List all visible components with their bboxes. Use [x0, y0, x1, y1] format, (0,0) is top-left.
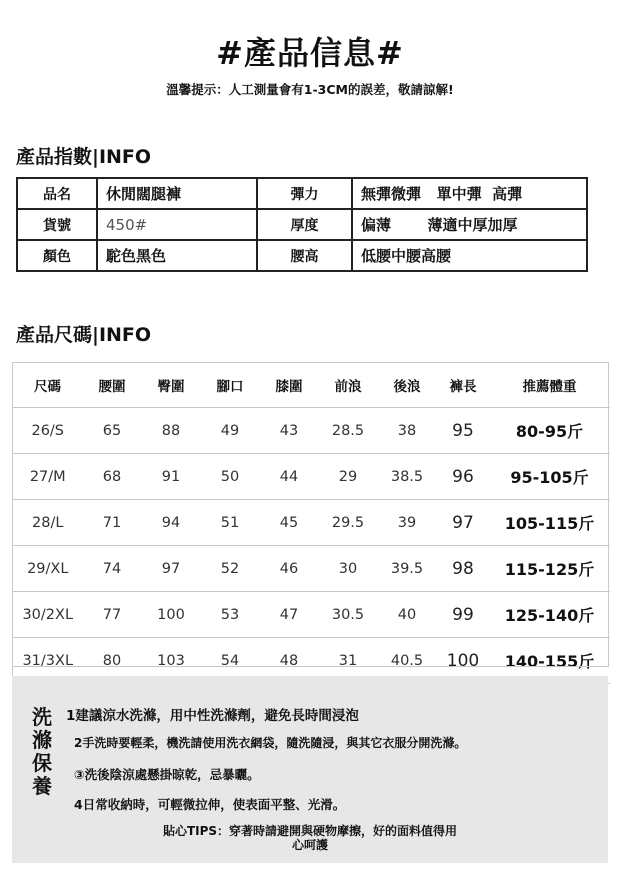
back-rise-cell: 39.5	[378, 546, 437, 592]
spec-row-name	[17, 178, 587, 209]
care-line-1: 1建議涼水洗滌，用中性洗滌劑，避免長時間浸泡	[66, 708, 359, 724]
hip-cell: 97	[142, 546, 201, 592]
care-tips	[112, 824, 508, 852]
back-rise-cell: 38.5	[378, 454, 437, 500]
size-cell: 27/M	[13, 454, 83, 500]
spec-label-elasticity: 彈力	[257, 178, 352, 209]
hip-cell: 94	[142, 500, 201, 546]
table-row	[13, 592, 610, 638]
hem-cell: 50	[201, 454, 260, 500]
back-rise-cell: 39	[378, 500, 437, 546]
care-line-3: ③洗後陰涼處懸掛晾乾，忌暴曬。	[74, 767, 260, 782]
waist-cell: 80	[83, 638, 142, 684]
weight-cell: 140-155斤	[490, 638, 610, 684]
front-rise-cell: 29.5	[319, 500, 378, 546]
waist-cell: 68	[83, 454, 142, 500]
care-label-char: 滌	[32, 728, 52, 752]
knee-cell: 43	[260, 408, 319, 454]
size-cell: 28/L	[13, 500, 83, 546]
spec-heading: 產品指數|INFO	[16, 146, 152, 168]
back-rise-cell: 40	[378, 592, 437, 638]
size-col-back-rise: 後浪	[378, 362, 437, 408]
spec-label-color: 顏色	[17, 240, 97, 271]
spec-row-color	[17, 240, 587, 271]
waist-cell: 74	[83, 546, 142, 592]
weight-cell: 125-140斤	[490, 592, 610, 638]
front-rise-cell: 30.5	[319, 592, 378, 638]
hem-cell: 51	[201, 500, 260, 546]
front-rise-cell: 30	[319, 546, 378, 592]
size-cell: 31/3XL	[13, 638, 83, 684]
weight-cell: 105-115斤	[490, 500, 610, 546]
hem-cell: 53	[201, 592, 260, 638]
front-rise-cell: 28.5	[319, 408, 378, 454]
knee-cell: 45	[260, 500, 319, 546]
spec-value-item-no: 450#	[97, 209, 257, 240]
care-line-4: 4日常收納時，可輕微拉伸，使表面平整、光滑。	[74, 797, 346, 812]
size-cell: 29/XL	[13, 546, 83, 592]
page-title: #產品信息#	[216, 34, 404, 72]
size-table	[12, 362, 610, 684]
hip-cell: 100	[142, 592, 201, 638]
table-row	[13, 454, 610, 500]
spec-value-thickness: 偏薄 薄適中厚加厚	[352, 209, 587, 240]
size-col-waist: 腰圍	[83, 362, 142, 408]
length-cell: 100	[437, 638, 490, 684]
hem-cell: 49	[201, 408, 260, 454]
front-rise-cell: 31	[319, 638, 378, 684]
care-vertical-label	[29, 706, 55, 798]
table-row	[13, 546, 610, 592]
size-col-size: 尺碼	[13, 362, 83, 408]
size-col-hip: 臀圍	[142, 362, 201, 408]
hip-cell: 88	[142, 408, 201, 454]
front-rise-cell: 29	[319, 454, 378, 500]
care-tips-line-1: 貼心TIPS：穿著時請避開與硬物摩擦，好的面料值得用	[162, 824, 458, 838]
table-row	[13, 408, 610, 454]
back-rise-cell: 40.5	[378, 638, 437, 684]
waist-cell: 77	[83, 592, 142, 638]
size-col-hem: 腳口	[201, 362, 260, 408]
weight-cell: 115-125斤	[490, 546, 610, 592]
knee-cell: 44	[260, 454, 319, 500]
spec-label-waist-height: 腰高	[257, 240, 352, 271]
waist-cell: 65	[83, 408, 142, 454]
size-cell: 26/S	[13, 408, 83, 454]
size-cell: 30/2XL	[13, 592, 83, 638]
length-cell: 97	[437, 500, 490, 546]
knee-cell: 48	[260, 638, 319, 684]
hem-cell: 54	[201, 638, 260, 684]
care-label-char: 洗	[32, 705, 52, 729]
hip-cell: 91	[142, 454, 201, 500]
care-line-2: 2手洗時要輕柔，機洗請使用洗衣網袋，隨洗隨浸，與其它衣服分開洗滌。	[74, 736, 467, 750]
size-col-weight: 推薦體重	[490, 362, 610, 408]
spec-value-elasticity: 無彈微彈 單中彈 高彈	[352, 178, 587, 209]
spec-label-name: 品名	[17, 178, 97, 209]
care-label-char: 養	[32, 774, 52, 798]
weight-cell: 95-105斤	[490, 454, 610, 500]
length-cell: 95	[437, 408, 490, 454]
length-cell: 99	[437, 592, 490, 638]
back-rise-cell: 38	[378, 408, 437, 454]
size-header-row	[13, 362, 610, 408]
knee-cell: 47	[260, 592, 319, 638]
care-tips-line-2: 心呵護	[291, 838, 328, 852]
knee-cell: 46	[260, 546, 319, 592]
spec-value-color: 駝色黑色	[97, 240, 257, 271]
length-cell: 98	[437, 546, 490, 592]
waist-cell: 71	[83, 500, 142, 546]
weight-cell: 80-95斤	[490, 408, 610, 454]
spec-table	[16, 177, 588, 272]
spec-row-item-no	[17, 209, 587, 240]
spec-value-name: 休閒闊腿褲	[97, 178, 257, 209]
spec-label-item-no: 貨號	[17, 209, 97, 240]
care-instructions-box	[12, 676, 608, 863]
length-cell: 96	[437, 454, 490, 500]
hip-cell: 103	[142, 638, 201, 684]
table-row	[13, 500, 610, 546]
spec-label-thickness: 厚度	[257, 209, 352, 240]
size-col-front-rise: 前浪	[319, 362, 378, 408]
hem-cell: 52	[201, 546, 260, 592]
size-col-length: 褲長	[437, 362, 490, 408]
page-subtitle: 溫馨提示：人工測量會有1-3CM的誤差，敬請諒解!	[166, 82, 454, 97]
size-heading: 產品尺碼|INFO	[16, 324, 152, 346]
size-col-knee: 膝圍	[260, 362, 319, 408]
care-label-char: 保	[32, 751, 52, 775]
spec-value-waist-height: 低腰中腰高腰	[352, 240, 587, 271]
